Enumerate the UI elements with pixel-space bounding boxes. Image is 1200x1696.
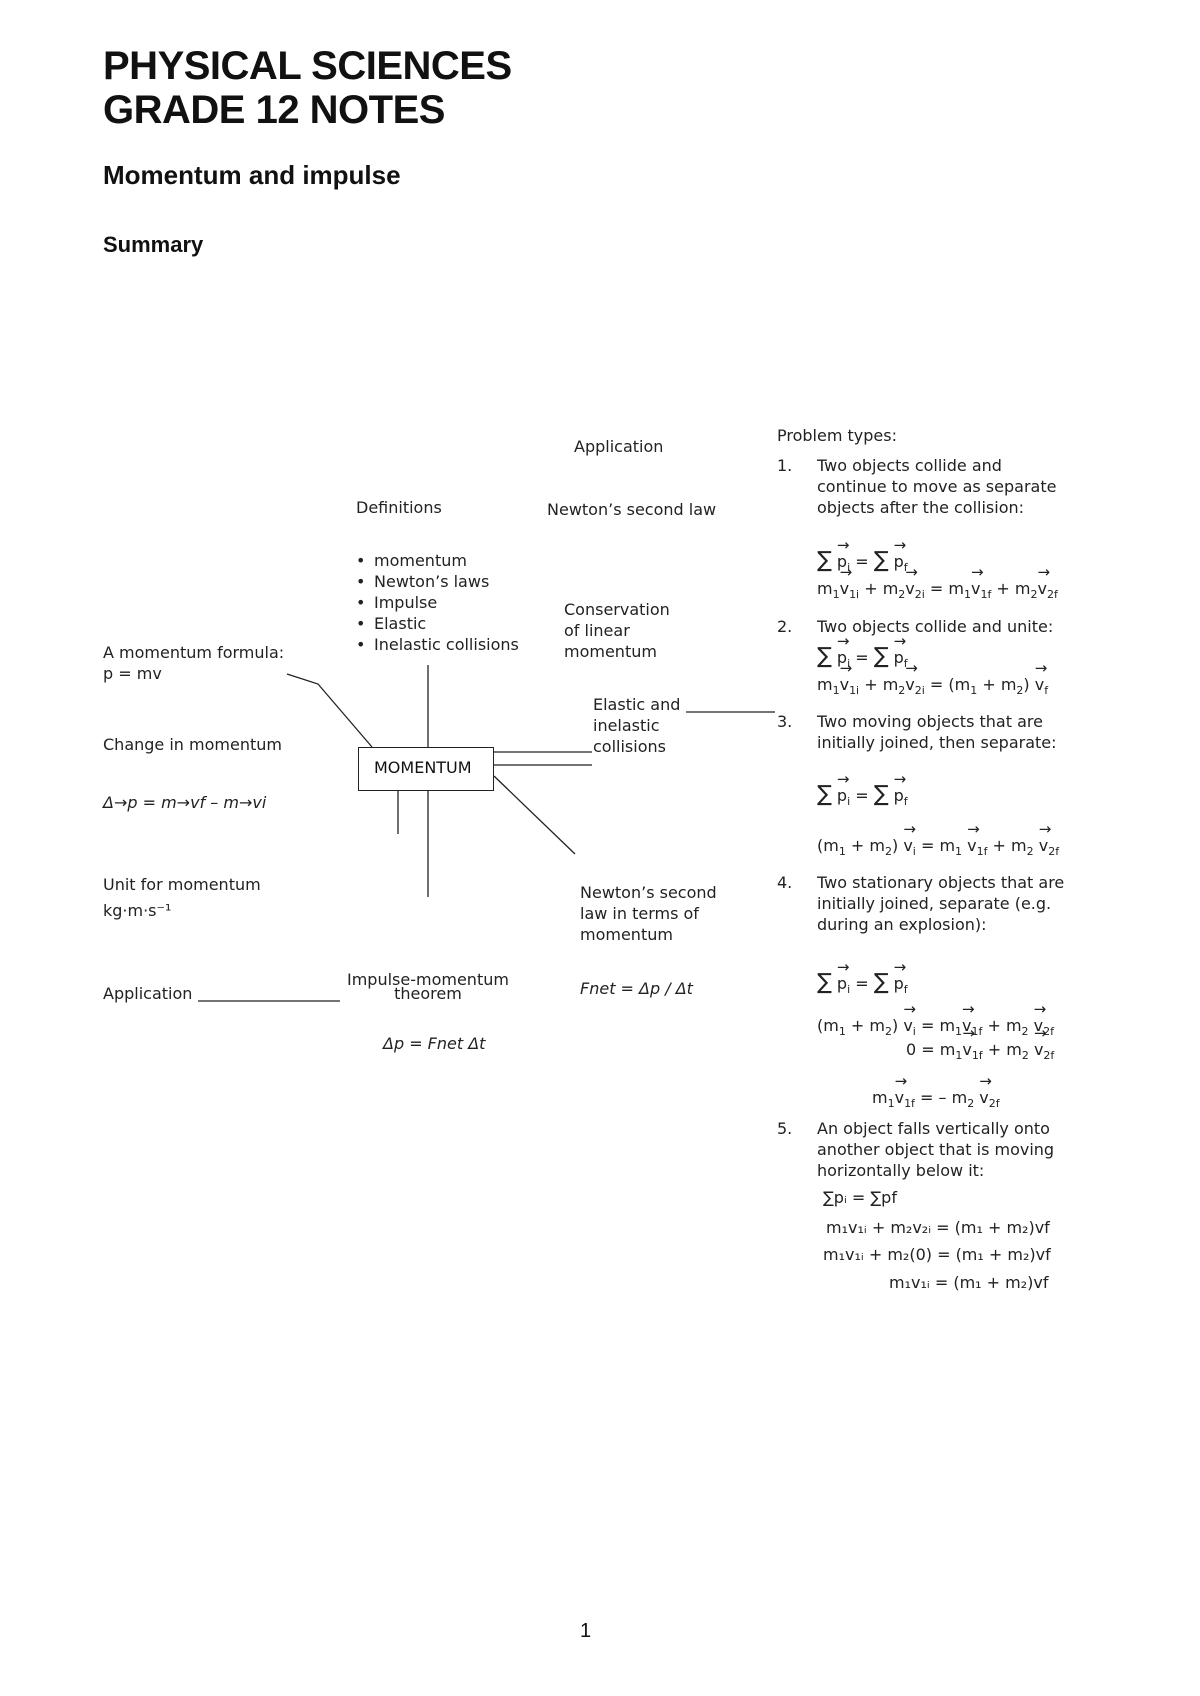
problem-5-number: 5. [777, 1119, 793, 1138]
newton-momentum-label [580, 882, 717, 945]
problem-line: objects after the collision: [817, 498, 1025, 517]
problem-2-eq-a: ∑ → $p_i$ = ∑ → $p_f$ [817, 644, 908, 670]
problem-line: Two objects collide and [817, 456, 1002, 475]
impulse-theorem-line2: theorem [394, 984, 462, 1003]
newton-momentum-line: law in terms of [580, 904, 699, 923]
newton-momentum-line: momentum [580, 925, 673, 944]
impulse-formula: Δp = Fnet Δt [383, 1034, 486, 1053]
problem-5-eq-c: m₁v₁ᵢ + m₂(0) = (m₁ + m₂)vf [823, 1245, 1051, 1264]
problem-1-eq-a: ∑ → $p_i$ = ∑ → $p_f$ [817, 548, 908, 574]
newton-momentum-line: Newton’s second [580, 883, 717, 902]
problem-4-text [817, 872, 1064, 935]
problem-4-eq-b: $(m_1 + m_2) \to v_i = m_1\to v_{1f} + m_2 \to v_{2f}$ [817, 1016, 1054, 1038]
problem-line: An object falls vertically onto [817, 1119, 1050, 1138]
problem-5-text [817, 1118, 1054, 1181]
change-in-momentum: Change in momentum [103, 735, 282, 754]
page-number: 1 [580, 1620, 592, 1642]
impulse-theorem [347, 970, 509, 1003]
problem-1-text [817, 455, 1056, 518]
connector-formula [287, 674, 372, 747]
problem-4-eq-c: $0 = m_1\to v_{1f} + m_2 \to v_{2f}$ [906, 1040, 1054, 1062]
problem-2-eq-b: $m_1\to v_{1i} + m_2\to v_{2i} = (m_1 + m_2) \to v_f$ [817, 675, 1048, 697]
elastic-label [593, 694, 680, 757]
conservation-line: of linear [564, 621, 630, 640]
elastic-line: collisions [593, 737, 666, 756]
title-line-1: PHYSICAL SCIENCES [103, 44, 512, 88]
momentum-formula [103, 642, 284, 684]
problem-line: Two stationary objects that are [817, 873, 1065, 892]
momentum-formula-label: A momentum formula: [103, 643, 285, 662]
problem-line: initially joined, then separate: [817, 733, 1057, 752]
problem-5-eq-b: m₁v₁ᵢ + m₂v₂ᵢ = (m₁ + m₂)vf [826, 1218, 1050, 1237]
problem-types-title: Problem types: [777, 426, 897, 445]
problem-3-text [817, 711, 1057, 753]
conservation-line: momentum [564, 642, 657, 661]
momentum-formula-value: p = mv [103, 664, 162, 683]
connector-newton [494, 776, 575, 854]
application-top: Application [574, 437, 664, 456]
problem-4-eq-d: $m_1\to v_{1f}$ = – $m_2 \to v_{2f}$ [872, 1088, 1000, 1110]
definitions-list [354, 550, 519, 655]
page-subtitle: Momentum and impulse [103, 160, 401, 190]
definition-item: • Elastic [354, 613, 519, 634]
section-heading: Summary [103, 232, 204, 257]
problem-2-number: 2. [777, 617, 793, 636]
fnet-formula: Fnet = Δp / Δt [580, 979, 693, 998]
problem-4-number: 4. [777, 873, 793, 892]
problem-4-eq-a: ∑ → $p_i$ = ∑ → $p_f$ [817, 970, 908, 996]
definition-item: • Inelastic collisions [354, 634, 519, 655]
definition-item: • Newton’s laws [354, 571, 519, 592]
elastic-line: Elastic and [593, 695, 681, 714]
unit-title: Unit for momentum [103, 875, 261, 894]
title-line-2: GRADE 12 NOTES [103, 88, 445, 132]
problem-line: initially joined, separate (e.g. [817, 894, 1052, 913]
conservation-line: Conservation [564, 600, 670, 619]
problem-1-number: 1. [777, 456, 793, 475]
problem-2-text: Two objects collide and unite: [817, 617, 1054, 636]
problem-3-eq-a: ∑ → $p_i$ = ∑ → $p_f$ [817, 782, 908, 808]
conservation-label [564, 599, 670, 662]
definitions-title: Definitions [356, 498, 442, 517]
application-bottom: Application [103, 984, 193, 1003]
definition-item: • momentum [354, 550, 519, 571]
elastic-line: inelastic [593, 716, 660, 735]
mindmap-center: MOMENTUM [358, 747, 494, 791]
problem-5-eq-a: ∑pᵢ = ∑pf [823, 1188, 897, 1207]
problem-line: continue to move as separate [817, 477, 1057, 496]
problem-line: another object that is moving [817, 1140, 1055, 1159]
problem-line: horizontally below it: [817, 1161, 985, 1180]
unit-value: kg·m·s⁻¹ [103, 901, 172, 920]
definition-item: • Impulse [354, 592, 519, 613]
impulse-theorem-line1: Impulse-momentum [347, 970, 509, 989]
problem-line: during an explosion): [817, 915, 987, 934]
problem-1-eq-b: $m_1\to v_{1i} + m_2\to v_{2i} = m_1\to v_{1f} + m_2\to v_{2f}$ [817, 579, 1058, 601]
newtons-second-law: Newton’s second law [547, 500, 717, 519]
problem-3-eq-b: $(m_1 + m_2) \to v_i = m_1 \to v_{1f} + m_2 \to v_{2f}$ [817, 836, 1059, 858]
problem-5-eq-d: m₁v₁ᵢ = (m₁ + m₂)vf [889, 1273, 1049, 1292]
problem-line: Two moving objects that are [817, 712, 1043, 731]
problem-3-number: 3. [777, 712, 793, 731]
change-formula: Δ→p = m→vf – m→vi [103, 793, 267, 812]
